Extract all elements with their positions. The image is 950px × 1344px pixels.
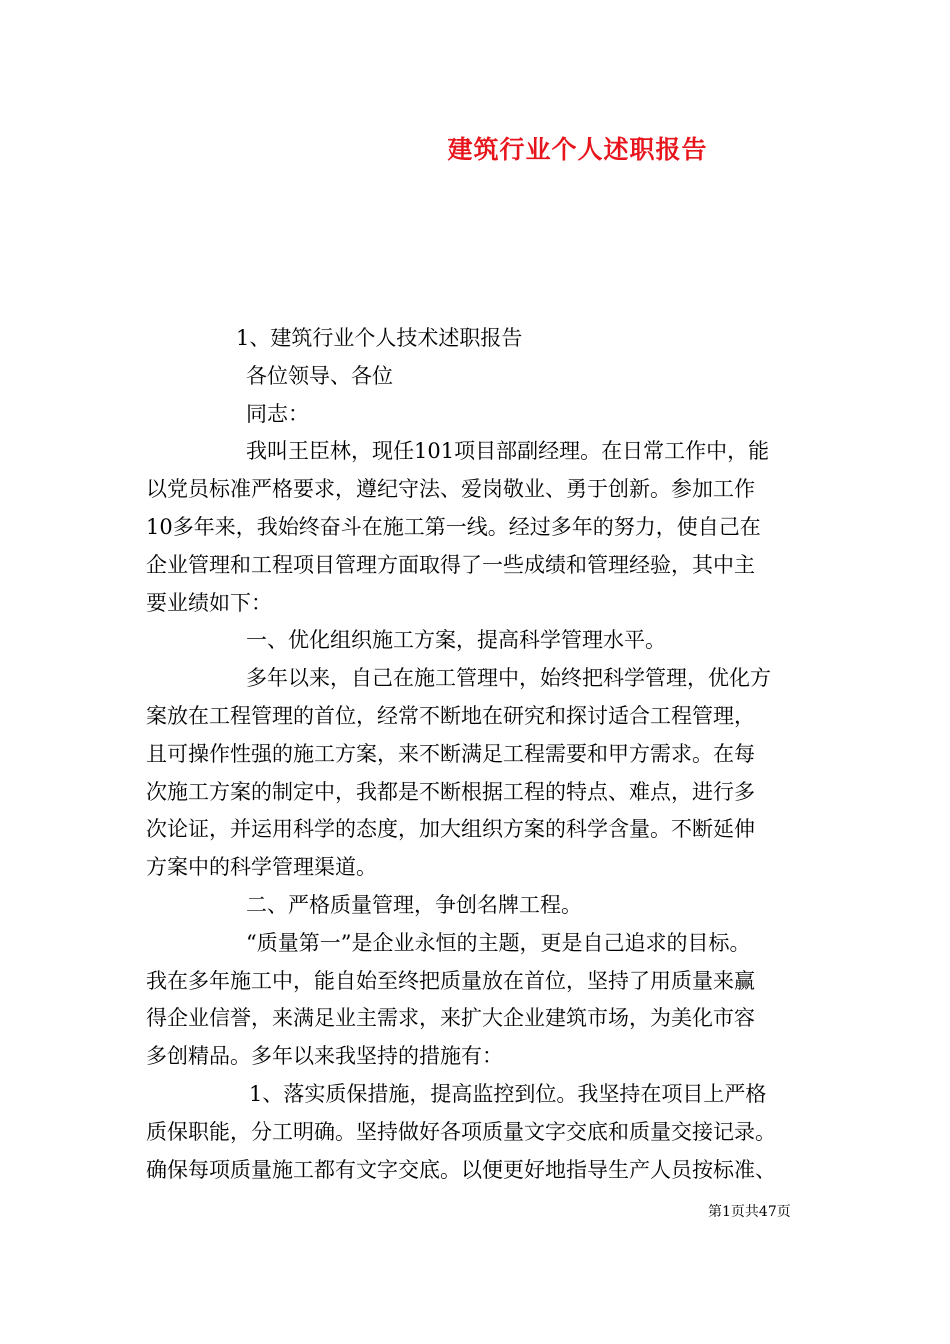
body-line: 次论证，并运用科学的态度，加大组织方案的科学含量。不断延伸 (146, 817, 755, 842)
body-line: 我在多年施工中，能自始至终把质量放在首位，坚持了用质量来赢 (146, 968, 755, 993)
body-line: 方案中的科学管理渠道。 (146, 855, 377, 880)
body-line: 确保每项质量施工都有文字交底。以便更好地指导生产人员按标准、 (146, 1157, 776, 1182)
body-line: 1、落实质保措施，提高监控到位。我坚持在项目上严格 (249, 1081, 767, 1106)
body-line: 次施工方案的制定中，我都是不断根据工程的特点、难点，进行多 (146, 779, 755, 804)
page-number: 第1页共47页 (708, 1204, 791, 1220)
body-line: 企业管理和工程项目管理方面取得了一些成绩和管理经验，其中主 (146, 552, 755, 577)
body-line: 多创精品。多年以来我坚持的措施有： (146, 1044, 503, 1069)
body-line: 要业绩如下： (146, 590, 272, 615)
body-line: 我叫王臣林，现任101项目部副经理。在日常工作中，能 (246, 439, 770, 464)
document-body (146, 320, 811, 1189)
section-heading: 一、优化组织施工方案，提高科学管理水平。 (246, 628, 666, 653)
body-line: 且可操作性强的施工方案，来不断满足工程需要和甲方需求。在每 (146, 741, 755, 766)
body-line: 质保职能，分工明确。坚持做好各项质量文字交底和质量交接记录。 (146, 1119, 776, 1144)
body-line: “质量第一”是企业永恒的主题，更是自己追求的目标。 (246, 930, 751, 955)
body-line: 以党员标准严格要求，遵纪守法、爱岗敬业、勇于创新。参加工作 (146, 477, 755, 502)
body-line: 1、建筑行业个人技术述职报告 (236, 326, 523, 350)
body-line: 多年以来，自己在施工管理中，始终把科学管理，优化方 (246, 666, 771, 691)
document-title: 建筑行业个人述职报告 (447, 135, 708, 164)
body-line: 案放在工程管理的首位，经常不断地在研究和探讨适合工程管理， (146, 703, 755, 728)
body-line: 各位领导、各位 (246, 363, 393, 388)
body-line: 同志： (246, 401, 309, 426)
body-line: 10多年来，我始终奋斗在施工第一线。经过多年的努力，使自己在 (146, 514, 761, 539)
body-line: 得企业信誉，来满足业主需求，来扩大企业建筑市场，为美化市容 (146, 1006, 755, 1031)
section-heading: 二、严格质量管理，争创名牌工程。 (246, 892, 582, 917)
